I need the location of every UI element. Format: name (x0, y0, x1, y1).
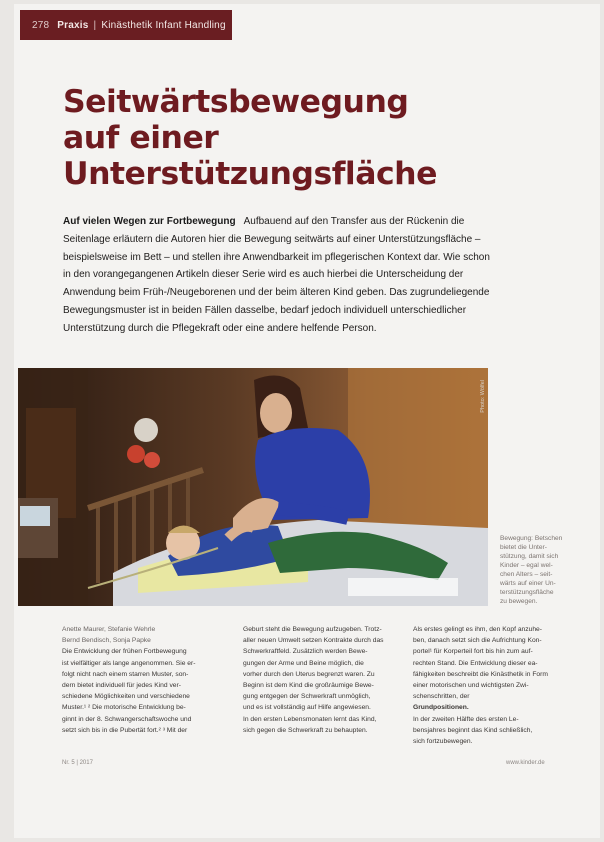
body-line: sich fortzubewegen. (413, 738, 473, 746)
body-line: Geburt steht die Bewegung aufzugeben. Trotz- (243, 626, 382, 633)
section-header (20, 10, 232, 40)
body-column-2 (243, 624, 405, 736)
body-column-1 (62, 624, 224, 736)
page-number: 278 (32, 19, 50, 31)
header-separator: | (93, 19, 97, 31)
body-line: ist vielfältiger als lange angenommen. Sie er- (62, 659, 196, 667)
lead-text: Aufbauend auf den Transfer aus der Rückenin die Seitenlage erläutern die Autoren hier die Bewegung seitwärts auf einer Unterstützungsfläche – beispielsweise im Bett – und stellen ihre Anwendbarkeit im pflegerischen Kontext dar. Wie schon in den vorangegangenen Artikeln dieser Serie wird es auch hierbei die Unterscheidung der Anwendung beim Früh-/Neugeborenen und der beim älteren Kind geben. Das zugrundeliegende Bewegungsmuster ist in beiden Fällen dasselbe, bedarf jedoch individuell unterschiedlicher Unterstützung durch die Pflegekraft oder eine andere helfende Person. (63, 216, 490, 334)
body-line: Schwerkraftfeld. Zusätzlich werden Bewe- (243, 648, 368, 656)
body-line: sich gegen die Schwerkraft zu behaupten. (243, 726, 368, 734)
photo-credit: Photo: Wölfel (480, 380, 486, 413)
body-line: dern bietet individuell für jedes Kind ver- (62, 682, 181, 690)
article-title (63, 84, 543, 192)
website-footer: www.kinder.de (506, 760, 545, 766)
body-line: setzt sich bis in die Pubertät fort.² ³ Mit der (62, 726, 188, 734)
title-line-3: Unterstützungsfläche (63, 156, 437, 192)
caption-line: Bewegung: Betschen (500, 535, 563, 542)
body-line: folgt nicht nach einem starren Muster, son- (62, 670, 189, 678)
body-line: vorher durch den Uterus begrenzt waren. Zu (243, 670, 375, 678)
body-text: schenschritten, der (413, 693, 470, 701)
body-line: Beginn ist dem Kind die großräumige Bewe- (243, 682, 374, 690)
body-column-3 (413, 624, 575, 747)
title-line-1: Seitwärtsbewegung (63, 84, 409, 120)
body-line: portel¹ für Korperteil fort bis hin zum auf- (413, 648, 533, 656)
body-line: Die Entwicklung der frühen Fortbewegung (62, 648, 187, 656)
caption-line: stützung, damit sich (500, 553, 559, 560)
body-line: einer motorischen und wichtigsten Zwi- (413, 682, 529, 690)
body-line: fähigkeiten beschreibt die Kinästhetik in Form (413, 670, 548, 678)
caption-line: wärts auf einer Un- (500, 580, 556, 587)
body-line: In den ersten Lebensmonaten lernt das Kind, (243, 715, 377, 723)
caption-line: bietet die Unter- (500, 544, 547, 551)
author-line: Anette Maurer, Stefanie Wehrle (62, 626, 156, 633)
body-line: ginnt in der 8. Schwangerschaftswoche und (62, 715, 192, 723)
body-line: und es ist vollständig auf Hilfe angewiesen. (243, 704, 371, 712)
body-line: gung entgegen der Schwerkraft unmöglich, (243, 693, 371, 701)
section-label: Praxis (57, 19, 89, 31)
topic-label: Kinästhetik Infant Handling (101, 19, 226, 31)
photo-caption (500, 534, 572, 606)
title-line-2: auf einer (63, 120, 219, 156)
author-line: Bernd Bendisch, Sonja Papke (62, 637, 151, 645)
caption-line: Kinder – egal wel- (500, 562, 553, 569)
photo-illustration (18, 368, 488, 606)
body-line-with-bold (413, 691, 575, 713)
caption-line: terstützungsfläche (500, 589, 554, 596)
caption-line: zu bewegen. (500, 598, 538, 605)
body-line: schiedene Möglichkeiten und verschiedene (62, 693, 190, 701)
lead-heading: Auf vielen Wegen zur Fortbewegung (63, 216, 236, 227)
caption-line: chen Alters – seit- (500, 571, 553, 578)
bold-term: Grundpositionen. (413, 704, 469, 712)
body-line: rechten Stand. Die Entwicklung dieser ea- (413, 659, 538, 667)
body-line: In der zweiten Hälfte des ersten Le- (413, 715, 519, 723)
lead-paragraph (63, 213, 495, 338)
body-line: aller neuen Umwelt setzen Kontrakte durch das (243, 637, 384, 645)
body-line: Muster.¹ ² Die motorische Entwicklung be- (62, 704, 186, 712)
body-line: gungen der Arme und Beine möglich, die (243, 659, 364, 667)
body-line: ben, danach setzt sich die Aufrichtung Kon- (413, 637, 542, 645)
body-line: bensjahres beginnt das Kind schließlich, (413, 726, 533, 734)
article-photo (18, 368, 488, 606)
issue-footer: Nr. 5 | 2017 (62, 760, 93, 766)
body-line: Als erstes gelingt es ihm, den Kopf anzuhe- (413, 626, 542, 633)
